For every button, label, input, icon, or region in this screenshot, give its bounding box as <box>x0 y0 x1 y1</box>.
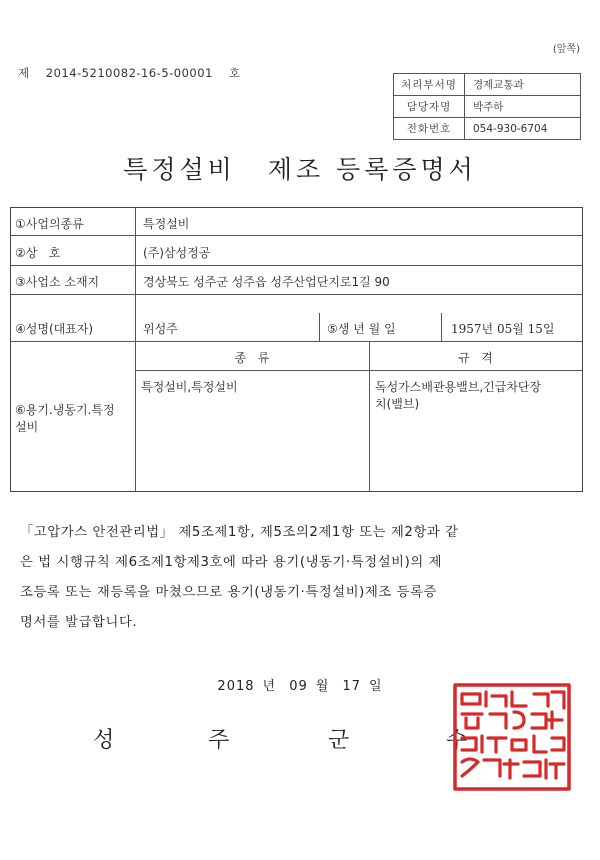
department-value: 경제교통과 <box>465 74 581 96</box>
birth-date-label: ⑤생 년 월 일 <box>327 322 396 336</box>
title-part2: 제조 등록증명서 <box>267 155 477 184</box>
day-unit: 일 <box>369 679 383 694</box>
kind-value: 특정설비,특정설비 <box>141 380 238 394</box>
statement-line: 조등록 또는 재등록을 마쳤으므로 용기(냉동기·특정설비)제조 등록증 <box>20 585 437 600</box>
phone-label: 전화번호 <box>394 118 465 140</box>
statement-line: 명서를 발급합니다. <box>20 615 138 630</box>
company-name-label: ②상 호 <box>15 246 61 260</box>
document-title <box>0 150 600 186</box>
spec-value-line1: 독성가스배관용밸브,긴급차단장 <box>375 380 542 394</box>
statement-line: 은 법 시행규칙 제6조제1항제3호에 따라 용기(냉동기·특정설비)의 제 <box>20 555 443 570</box>
year-unit: 년 <box>262 679 277 694</box>
company-name-value: (주)삼성정공 <box>143 246 211 260</box>
handler-row-phone <box>394 118 581 140</box>
birth-date-value: 1957년 05월 15일 <box>451 322 555 336</box>
doc-number-value: 2014-5210082-16-5-00001 <box>45 66 213 80</box>
person-label: 담당자명 <box>394 96 465 118</box>
kind-header: 종 류 <box>234 351 270 365</box>
phone-value: 054-930-6704 <box>465 118 581 140</box>
spec-header: 규 격 <box>458 351 493 365</box>
address-label: ③사업소 소재지 <box>15 275 100 289</box>
doc-number-prefix: 제 <box>18 66 30 80</box>
address-value: 경상북도 성주군 성주읍 성주산업단지로1길 90 <box>143 275 390 289</box>
issue-month: 09 <box>289 679 308 694</box>
row-divider <box>11 235 582 236</box>
registration-form-table <box>10 207 583 492</box>
doc-number-suffix: 호 <box>229 66 241 80</box>
issuer-char: 주 <box>208 728 230 753</box>
official-seal-icon <box>452 682 572 792</box>
spec-value-line2: 치(밸브) <box>375 397 420 411</box>
row-divider <box>135 370 582 371</box>
department-label: 처리부서명 <box>394 74 465 96</box>
issue-day: 17 <box>342 679 362 694</box>
title-part1: 특정설비 <box>123 155 236 184</box>
column-divider <box>319 313 320 341</box>
business-type-value: 특정설비 <box>143 217 190 231</box>
statement-line: 「고압가스 안전관리법」 제5조제1항, 제5조의2제1항 또는 제2항과 같 <box>20 525 459 540</box>
row-divider <box>11 294 582 295</box>
row-divider <box>11 341 582 342</box>
issue-year: 2018 <box>217 679 255 694</box>
row-divider <box>11 265 582 266</box>
representative-label: ④성명(대표자) <box>15 322 94 336</box>
month-unit: 월 <box>315 679 330 694</box>
equipment-label-line1: ⑥용기.냉동기.특정 <box>15 403 115 417</box>
document-number <box>18 65 241 81</box>
issuer-char: 수 <box>446 728 468 753</box>
handler-row-person <box>394 96 581 118</box>
handler-row-department <box>394 74 581 96</box>
representative-value: 위성주 <box>143 322 178 336</box>
certification-statement <box>20 518 580 638</box>
issuer-char: 성 <box>93 728 115 753</box>
equipment-label-line2: 설비 <box>15 420 39 434</box>
handler-info-table <box>393 73 581 140</box>
column-divider <box>441 313 442 341</box>
page-side-label: (앞쪽) <box>552 44 580 55</box>
issuer-char: 군 <box>328 728 350 753</box>
person-value: 박주하 <box>465 96 581 118</box>
business-type-label: ①사업의종류 <box>15 217 84 231</box>
